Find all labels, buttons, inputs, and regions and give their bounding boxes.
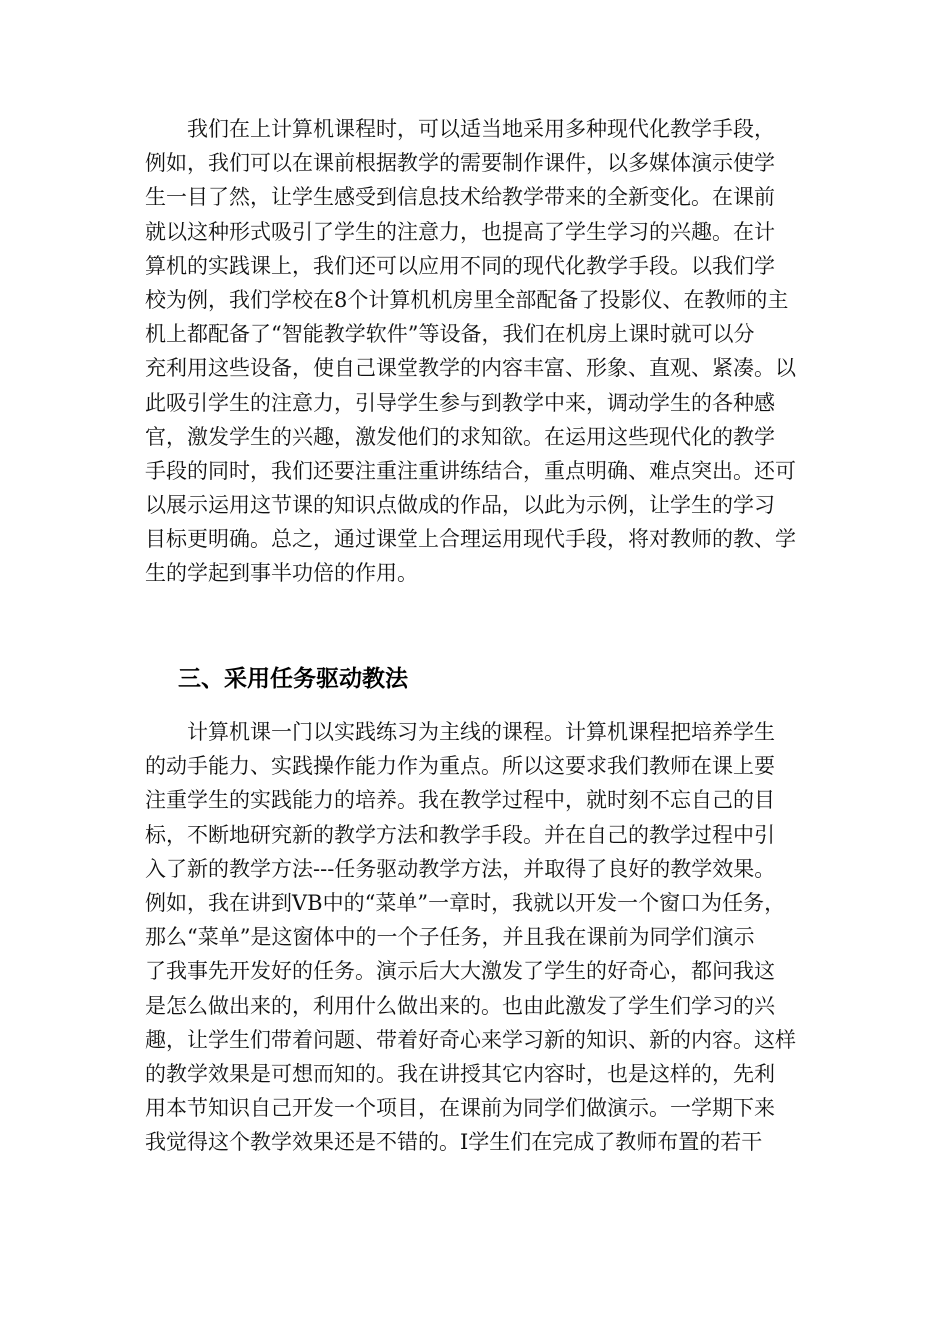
paragraph-line: 的教学效果是可想而知的。我在讲授其它内容时，也是这样的，先利: [145, 1061, 775, 1086]
paragraph-line: 计算机课一门以实践练习为主线的课程。计算机课程把培养学生: [145, 720, 775, 744]
paragraph-line: 生的学起到事半功倍的作用。: [145, 561, 418, 586]
paragraph-line: 就以这种形式吸引了学生的注意力，也提高了学生学习的兴趣。在计: [145, 219, 775, 244]
paragraph-line: 我觉得这个教学效果还是不错的。I学生们在完成了教师布置的若干: [145, 1130, 763, 1155]
paragraph-line: 充利用这些设备，使自己课堂教学的内容丰富、形象、直观、紧凑。以: [145, 356, 796, 381]
paragraph-line: 那么“菜单”是这窗体中的一个子任务，并且我在课前为同学们演示: [145, 925, 755, 950]
paragraph-modern-teaching: [145, 112, 810, 591]
paragraph-line: 趣，让学生们带着问题、带着好奇心来学习新的知识、新的内容。这样: [145, 1027, 796, 1052]
paragraph-line: 的动手能力、实践操作能力作为重点。所以这要求我们教师在课上要: [145, 754, 775, 779]
paragraph-task-driven: [145, 715, 810, 1159]
paragraph-line: 例如，我们可以在课前根据教学的需要制作课件，以多媒体演示使学: [145, 151, 775, 176]
paragraph-line: 官，激发学生的兴趣，激发他们的求知欲。在运用这些现代化的教学: [145, 424, 775, 449]
paragraph-line: 了我事先开发好的任务。演示后大大激发了学生的好奇心，都问我这: [145, 959, 775, 984]
section-heading: 三、采用任务驱动教法: [178, 666, 408, 692]
paragraph-line: 机上都配备了“智能教学软件”等设备，我们在机房上课时就可以分: [145, 322, 755, 347]
paragraph-line: 标，不断地研究新的教学方法和教学手段。并在自己的教学过程中引: [145, 822, 775, 847]
paragraph-line: 入了新的教学方法---任务驱动教学方法，并取得了良好的教学效果。: [145, 856, 776, 881]
paragraph-line: 例如，我在讲到VB中的“菜单”一章时，我就以开发一个窗口为任务，: [145, 890, 786, 915]
paragraph-line: 目标更明确。总之，通过课堂上合理运用现代手段，将对教师的教、学: [145, 527, 796, 552]
paragraph-line: 手段的同时，我们还要注重注重讲练结合，重点明确、难点突出。还可: [145, 458, 796, 483]
paragraph-line: 此吸引学生的注意力，引导学生参与到教学中来，调动学生的各种感: [145, 390, 775, 415]
paragraph-line: 生一目了然，让学生感受到信息技术给教学带来的全新变化。在课前: [145, 185, 775, 210]
paragraph-line: 注重学生的实践能力的培养。我在教学过程中，就时刻不忘自己的目: [145, 788, 775, 813]
paragraph-line: 算机的实践课上，我们还可以应用不同的现代化教学手段。以我们学: [145, 253, 775, 278]
paragraph-line: 校为例，我们学校在8个计算机机房里全部配备了投影仪、在教师的主: [145, 287, 789, 312]
paragraph-line: 用本节知识自己开发一个项目，在课前为同学们做演示。一学期下来: [145, 1096, 775, 1121]
paragraph-line: 我们在上计算机课程时，可以适当地采用多种现代化教学手段，: [145, 117, 775, 141]
paragraph-line: 是怎么做出来的，利用什么做出来的。也由此激发了学生们学习的兴: [145, 993, 775, 1018]
paragraph-line: 以展示运用这节课的知识点做成的作品，以此为示例，让学生的学习: [145, 493, 775, 518]
